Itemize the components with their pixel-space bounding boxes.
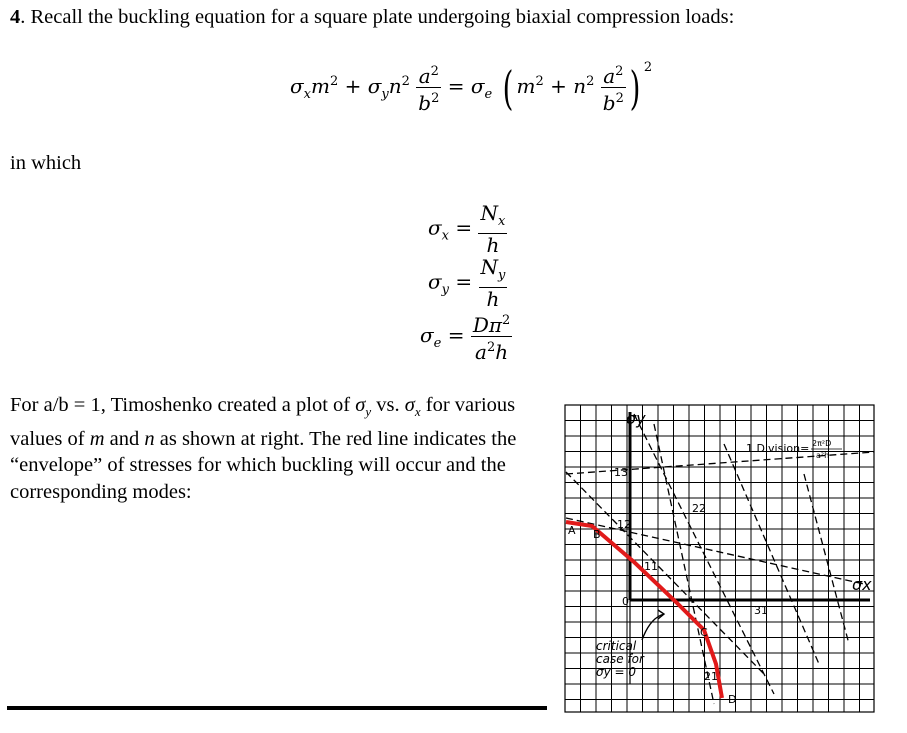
eq-ratio-fraction xyxy=(416,61,441,114)
def-se-den: a xyxy=(475,340,487,364)
label-C: C xyxy=(700,626,708,639)
def-sy-num-sub: y xyxy=(498,268,506,283)
def-se-num: Dπ xyxy=(472,313,503,337)
label-zero: 0 xyxy=(622,595,629,608)
label-21: 21 xyxy=(704,670,718,683)
eq-outer-exp: 2 xyxy=(643,60,653,75)
in-which-text: in which xyxy=(10,152,82,174)
eq-n-exp: 2 xyxy=(401,74,410,89)
para-sigma-y: σ xyxy=(355,394,366,416)
eq-rhs-frac-num-exp: 2 xyxy=(615,64,624,79)
bottom-rule xyxy=(7,706,547,710)
para-part-1: For a/b = 1, Timoshenko created a plot of xyxy=(10,394,356,416)
timoshenko-plot xyxy=(564,404,876,714)
division-num: 2π²D xyxy=(812,439,832,448)
mode-line-steep xyxy=(804,474,849,644)
label-31: 31 xyxy=(754,604,768,617)
def-sy-sub: y xyxy=(441,282,450,298)
para-sigma-y-sub: y xyxy=(365,404,372,420)
eq-sigma-y-sub: y xyxy=(381,87,389,102)
eq-m-exp: 2 xyxy=(329,74,339,89)
label-11: 11 xyxy=(644,560,658,573)
para-part-4: and xyxy=(104,427,145,450)
def-sx-den: h xyxy=(486,233,500,257)
def-sigma-x xyxy=(428,202,507,256)
label-B: B xyxy=(593,528,601,541)
eq-rhs-n-exp: 2 xyxy=(586,74,595,89)
division-den: a²h xyxy=(816,451,830,460)
label-12: 12 xyxy=(617,518,631,531)
def-sx-sigma: σ xyxy=(428,215,442,240)
def-se-num-exp: 2 xyxy=(502,313,511,328)
para-part-2: vs. xyxy=(371,394,405,416)
label-D: D xyxy=(728,693,737,706)
eq-rhs-frac-den-exp: 2 xyxy=(615,91,624,106)
eq-equals: = xyxy=(447,74,465,98)
annotation-line-1: critical xyxy=(596,639,637,653)
def-se-den-tail: h xyxy=(495,340,509,364)
def-sigma-y xyxy=(428,256,507,310)
eq-rhs-frac-den: b xyxy=(602,91,616,115)
eq-rhs-fraction xyxy=(601,61,626,114)
eq-plus: + xyxy=(344,74,362,98)
eq-right-paren: ) xyxy=(629,60,641,115)
para-m: m xyxy=(89,427,105,450)
annotation-line-2: case for xyxy=(596,652,644,666)
def-sy-num: N xyxy=(480,255,498,279)
para-sigma-x-sub: x xyxy=(414,404,421,420)
def-se-sub: e xyxy=(433,336,442,351)
def-sx-sub: x xyxy=(441,228,449,244)
eq-sigma-x: σ xyxy=(290,74,304,98)
annotation-arrow xyxy=(642,614,664,640)
x-axis-label: σx xyxy=(852,575,872,594)
eq-rhs-m: m xyxy=(516,74,536,98)
eq-rhs-frac-num: a xyxy=(603,64,616,88)
para-part-3: for various values of xyxy=(10,394,516,450)
para-n: n xyxy=(144,427,155,450)
eq-sigma-y: σ xyxy=(367,74,382,98)
division-label: 1 Division= xyxy=(746,442,810,455)
def-sx-equals: = xyxy=(455,215,473,240)
def-sigma-e xyxy=(420,310,512,363)
def-sy-equals: = xyxy=(455,269,473,294)
y-axis-label: σy xyxy=(626,409,646,428)
def-sy-den: h xyxy=(486,287,500,311)
eq-frac-den: b xyxy=(418,91,432,115)
annotation-line-3: σy = 0 xyxy=(596,665,637,679)
eq-frac-num-exp: 2 xyxy=(430,64,439,79)
problem-text: . Recall the buckling equation for a square plate undergoing biaxial compression loads: xyxy=(20,6,735,28)
eq-m: m xyxy=(311,74,330,98)
eq-sigma-e-sub: e xyxy=(484,87,493,102)
mode-line-12 xyxy=(566,518,864,584)
eq-left-paren: ( xyxy=(502,60,513,115)
buckling-envelope xyxy=(566,522,722,698)
eq-rhs-m-exp: 2 xyxy=(535,74,544,89)
label-13: 13 xyxy=(614,466,628,479)
def-sy-sigma: σ xyxy=(428,269,442,294)
eq-rhs-plus: + xyxy=(550,74,567,98)
problem-statement xyxy=(10,6,734,29)
label-A: A xyxy=(568,524,576,537)
description-paragraph xyxy=(10,392,545,505)
eq-sigma-x-sub: x xyxy=(303,87,311,102)
buckling-equation xyxy=(290,60,652,115)
def-se-sigma: σ xyxy=(420,323,434,347)
eq-frac-den-exp: 2 xyxy=(431,91,440,106)
eq-n: n xyxy=(388,74,402,98)
eq-rhs-n: n xyxy=(573,74,587,98)
def-sx-num: N xyxy=(480,201,498,225)
para-sigma-x: σ xyxy=(404,394,415,416)
eq-sigma-e: σ xyxy=(470,74,485,98)
def-se-den-exp: 2 xyxy=(486,340,496,355)
def-sx-num-sub: x xyxy=(497,214,506,229)
problem-number: 4 xyxy=(10,6,21,28)
def-se-fraction xyxy=(471,310,512,363)
label-22: 22 xyxy=(692,502,706,515)
para-part-5: as shown at right. The red line indicates the “envelope” of stresses for which buckling will occur and the corresponding modes: xyxy=(10,427,517,503)
def-sy-fraction xyxy=(479,256,508,310)
eq-frac-num: a xyxy=(418,64,431,88)
def-se-equals: = xyxy=(447,323,465,347)
def-sx-fraction xyxy=(478,202,507,256)
